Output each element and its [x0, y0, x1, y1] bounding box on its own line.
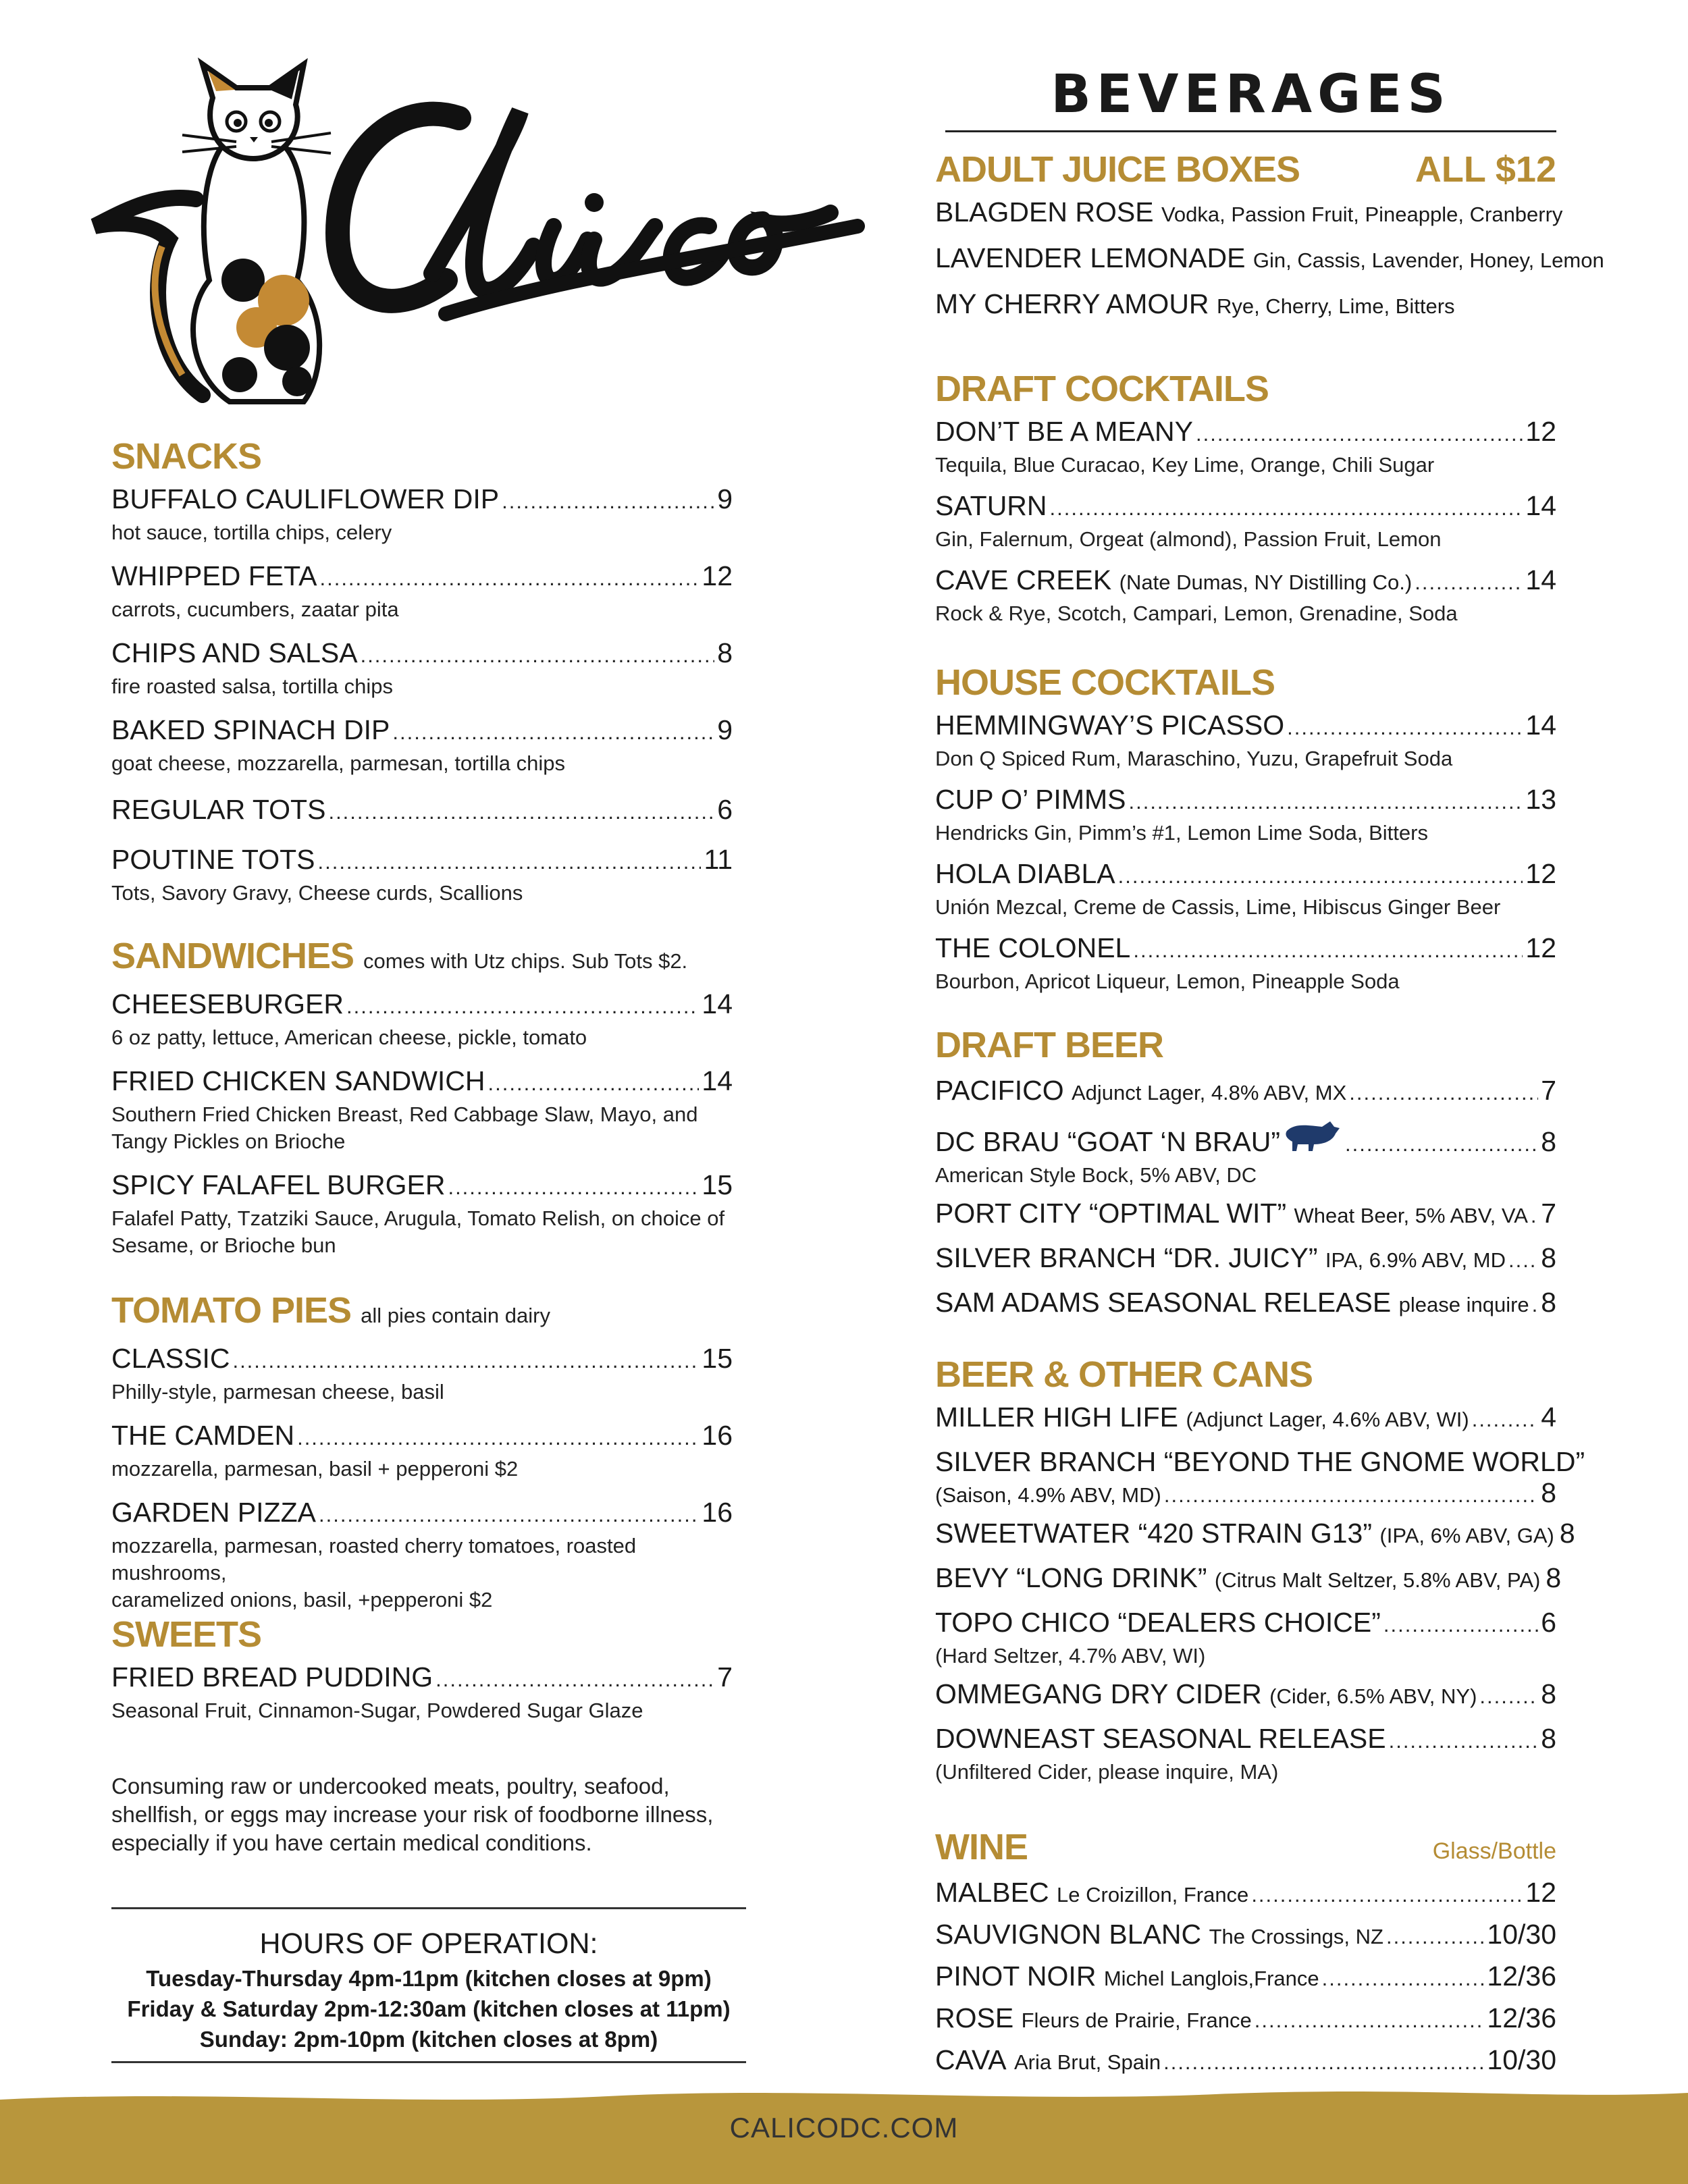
item-price: 6 — [717, 794, 733, 825]
website-link[interactable]: CALICODC.COM — [729, 2112, 959, 2143]
tomato-pies-note: all pies contain dairy — [361, 1304, 550, 1327]
item-desc-cont: caramelized onions, basil, +pepperoni $2 — [111, 1588, 493, 1612]
item-name: BEVY “LONG DRINK” — [935, 1562, 1207, 1593]
item-price: 8 — [1541, 1723, 1556, 1754]
calico-logo — [81, 57, 871, 408]
item-price: 10/30 — [1487, 2044, 1556, 2075]
item-name: THE COLONEL — [935, 932, 1131, 963]
house-cocktails-title: HOUSE COCKTAILS — [935, 662, 1275, 703]
item-price: 8 — [1546, 1562, 1562, 1593]
item-desc: mozzarella, parmesan, basil + pepperoni $2 — [111, 1457, 519, 1481]
sandwiches-section — [111, 935, 733, 1259]
item-name: HEMMINGWAY’S PICASSO — [935, 710, 1285, 741]
menu-item — [935, 2042, 1556, 2080]
item-price: 12 — [1525, 858, 1556, 889]
menu-item — [935, 1516, 1575, 1553]
item-price: 16 — [702, 1497, 733, 1528]
item-desc: (Unfiltered Cider, please inquire, MA) — [935, 1760, 1279, 1784]
tomato-pies-section — [111, 1289, 733, 1614]
item-price: 14 — [702, 1065, 733, 1096]
snacks-section — [111, 435, 733, 907]
beverages-rule — [945, 130, 1556, 132]
cans-title: BEER & OTHER CANS — [935, 1354, 1313, 1395]
item-price: 7 — [1541, 1198, 1556, 1229]
menu-item — [935, 282, 1556, 328]
item-desc-cont: Tangy Pickles on Brioche — [111, 1129, 346, 1153]
item-name: MY CHERRY AMOUR — [935, 288, 1209, 319]
menu-item — [111, 1341, 733, 1406]
tomato-pies-title: TOMATO PIES — [111, 1290, 352, 1331]
goat-icon — [1282, 1117, 1342, 1151]
menu-item — [111, 792, 733, 830]
item-desc: Southern Fried Chicken Breast, Red Cabbage Slaw, Mayo, and — [111, 1102, 698, 1126]
item-name: WHIPPED FETA — [111, 560, 317, 591]
menu-item — [935, 1560, 1562, 1598]
menu-item — [935, 1285, 1556, 1323]
item-name: SILVER BRANCH “BEYOND THE GNOME WORLD” — [935, 1446, 1585, 1477]
item-price: 7 — [1541, 1075, 1556, 1106]
item-name: CLASSIC — [111, 1343, 230, 1374]
item-desc: fire roasted salsa, tortilla chips — [111, 674, 393, 698]
juice-boxes-section — [935, 149, 1604, 328]
hours-line: Friday & Saturday 2pm-12:30am (kitchen closes at 11pm) — [127, 1996, 731, 2021]
item-name: THE CAMDEN — [111, 1420, 295, 1451]
menu-item — [935, 1721, 1556, 1786]
item-price: 14 — [1525, 564, 1556, 595]
item-name: FRIED BREAD PUDDING — [111, 1661, 433, 1693]
menu-item — [935, 1400, 1556, 1437]
menu-item — [935, 2000, 1556, 2038]
juice-boxes-title: ADULT JUICE BOXES — [935, 149, 1300, 190]
sweets-section — [111, 1614, 733, 1724]
hours-of-operation — [111, 1924, 746, 2054]
menu-item — [935, 708, 1556, 772]
hours-title: HOURS OF OPERATION: — [259, 1927, 598, 1960]
item-inline: Michel Langlois,France — [1103, 1967, 1319, 1990]
item-desc: Philly-style, parmesan cheese, basil — [111, 1380, 444, 1404]
menu-item — [935, 782, 1556, 847]
item-price: 11 — [704, 844, 733, 875]
wine-section — [935, 1826, 1556, 2080]
item-name: FRIED CHICKEN SANDWICH — [111, 1065, 485, 1096]
item-name: PACIFICO — [935, 1075, 1064, 1106]
item-name: MALBEC — [935, 1877, 1049, 1908]
hours-top-rule — [111, 1907, 746, 1909]
item-inline: Le Croizillon, France — [1057, 1883, 1249, 1907]
item-desc: Gin, Cassis, Lavender, Honey, Lemon — [1252, 248, 1604, 272]
item-price: 9 — [717, 483, 733, 514]
wine-price-label: Glass/Bottle — [1432, 1838, 1556, 1864]
menu-item — [111, 1418, 733, 1483]
item-name: BUFFALO CAULIFLOWER DIP — [111, 483, 500, 514]
item-name: REGULAR TOTS — [111, 794, 326, 825]
menu-item — [111, 558, 733, 623]
item-desc: Bourbon, Apricot Liqueur, Lemon, Pineapple Soda — [935, 969, 1400, 993]
wine-title: WINE — [935, 1827, 1028, 1867]
item-price: 8 — [1541, 1678, 1556, 1709]
item-name: CAVE CREEK — [935, 564, 1112, 595]
item-desc: (Hard Seltzer, 4.7% ABV, WI) — [935, 1644, 1206, 1668]
item-name: TOPO CHICO “DEALERS CHOICE” — [935, 1607, 1381, 1638]
item-inline: (IPA, 6% ABV, GA) — [1379, 1524, 1554, 1547]
item-desc: Tots, Savory Gravy, Cheese curds, Scallions — [111, 881, 523, 905]
item-inline: (Citrus Malt Seltzer, 5.8% ABV, PA) — [1214, 1568, 1541, 1592]
item-name: CUP O’ PIMMS — [935, 784, 1126, 815]
menu-item — [111, 1495, 733, 1614]
menu-item — [935, 562, 1556, 627]
menu-item — [111, 842, 733, 907]
menu-item — [935, 1196, 1556, 1233]
item-desc: Rye, Cherry, Lime, Bitters — [1216, 294, 1455, 318]
sweets-title: SWEETS — [111, 1614, 262, 1655]
snacks-title: SNACKS — [111, 436, 262, 477]
sandwiches-note: comes with Utz chips. Sub Tots $2. — [363, 949, 688, 973]
item-price: 8 — [1541, 1287, 1556, 1318]
item-inline: Aria Brut, Spain — [1013, 2050, 1161, 2074]
juice-boxes-price: ALL $12 — [1415, 149, 1556, 190]
item-inline: please inquire — [1398, 1293, 1529, 1316]
item-inline: (Nate Dumas, NY Distilling Co.) — [1119, 570, 1413, 594]
item-inline: (Adjunct Lager, 4.6% ABV, WI) — [1186, 1408, 1469, 1431]
menu-item — [935, 1959, 1556, 1996]
item-name: SWEETWATER “420 STRAIN G13” — [935, 1518, 1372, 1549]
item-desc: American Style Bock, 5% ABV, DC — [935, 1163, 1257, 1187]
item-name: CAVA — [935, 2044, 1007, 2075]
item-desc: hot sauce, tortilla chips, celery — [111, 521, 392, 544]
item-inline: Fleurs de Prairie, France — [1021, 2008, 1252, 2032]
item-price: 15 — [702, 1169, 733, 1200]
item-price: 14 — [1525, 710, 1556, 741]
item-price: 12/36 — [1487, 2002, 1556, 2033]
food-safety-notice: Consuming raw or undercooked meats, poultry, seafood, shellfish, or eggs may increase your risk of foodborne illness, especially if you have certain medical conditions. — [111, 1774, 714, 1855]
item-desc-cont: Sesame, or Brioche bun — [111, 1233, 336, 1257]
menu-item — [111, 481, 733, 546]
item-price: 4 — [1541, 1402, 1556, 1433]
item-name: POUTINE TOTS — [111, 844, 315, 875]
item-name: BLAGDEN ROSE — [935, 196, 1154, 228]
menu-item — [111, 712, 733, 777]
menu-item — [935, 1444, 1585, 1509]
item-price: 8 — [1541, 1126, 1556, 1157]
item-price: 8 — [717, 637, 733, 668]
item-price: 12 — [1525, 1877, 1556, 1908]
item-price: 12/36 — [1487, 1961, 1556, 1992]
item-desc: Rock & Rye, Scotch, Campari, Lemon, Grenadine, Soda — [935, 602, 1458, 625]
item-inline: Adjunct Lager, 4.8% ABV, MX — [1072, 1081, 1347, 1104]
cans-section — [935, 1354, 1585, 1786]
menu-item — [935, 1676, 1556, 1714]
item-name: PORT CITY “OPTIMAL WIT” — [935, 1198, 1287, 1229]
item-inline: (Saison, 4.9% ABV, MD) — [935, 1483, 1161, 1507]
menu-item — [111, 986, 733, 1051]
item-name: DON’T BE A MEANY — [935, 416, 1194, 447]
item-name: ROSE — [935, 2002, 1014, 2033]
item-price: 10/30 — [1487, 1919, 1556, 1950]
item-price: 8 — [1559, 1518, 1575, 1549]
item-desc: Vodka, Passion Fruit, Pineapple, Cranberry — [1161, 203, 1563, 226]
house-cocktails-section — [935, 662, 1556, 995]
item-desc: 6 oz patty, lettuce, American cheese, pickle, tomato — [111, 1026, 587, 1049]
item-price: 8 — [1541, 1477, 1556, 1508]
item-inline: (Cider, 6.5% ABV, NY) — [1269, 1684, 1477, 1708]
item-name: DC BRAU “GOAT ‘N BRAU” — [935, 1126, 1281, 1157]
item-name: SAM ADAMS SEASONAL RELEASE — [935, 1287, 1392, 1318]
item-price: 6 — [1541, 1607, 1556, 1638]
item-inline: The Crossings, NZ — [1209, 1925, 1383, 1948]
item-desc: Tequila, Blue Curacao, Key Lime, Orange, Chili Sugar — [935, 453, 1435, 477]
menu-item — [935, 1917, 1556, 1954]
menu-item — [935, 1117, 1556, 1189]
item-name: CHIPS AND SALSA — [111, 637, 358, 668]
hours-line: Tuesday-Thursday 4pm-11pm (kitchen closes at 9pm) — [146, 1966, 712, 1991]
item-desc: Hendricks Gin, Pimm’s #1, Lemon Lime Soda, Bitters — [935, 821, 1428, 845]
menu-item — [935, 1605, 1556, 1670]
item-desc: Falafel Patty, Tzatziki Sauce, Arugula, Tomato Relish, on choice of — [111, 1206, 725, 1230]
item-name: GARDEN PIZZA — [111, 1497, 316, 1528]
menu-item — [111, 1167, 733, 1259]
menu-item — [935, 488, 1556, 553]
item-name: LAVENDER LEMONADE — [935, 242, 1246, 273]
menu-item — [111, 635, 733, 700]
item-price: 12 — [1525, 416, 1556, 447]
draft-beer-section — [935, 1024, 1556, 1323]
item-name: CHEESEBURGER — [111, 988, 344, 1019]
menu-item — [935, 190, 1563, 236]
item-name: MILLER HIGH LIFE — [935, 1402, 1178, 1433]
item-desc: Seasonal Fruit, Cinnamon-Sugar, Powdered Sugar Glaze — [111, 1699, 643, 1722]
item-name: HOLA DIABLA — [935, 858, 1115, 889]
item-inline: IPA, 6.9% ABV, MD — [1325, 1248, 1506, 1272]
item-name: BAKED SPINACH DIP — [111, 714, 390, 745]
item-price: 9 — [717, 714, 733, 745]
item-price: 14 — [702, 988, 733, 1019]
item-name: SAUVIGNON BLANC — [935, 1919, 1202, 1950]
item-inline: Wheat Beer, 5% ABV, VA — [1294, 1204, 1528, 1227]
beverages-title: BEVERAGES — [1051, 64, 1451, 125]
item-price: 7 — [717, 1661, 733, 1693]
item-name: OMMEGANG DRY CIDER — [935, 1678, 1262, 1709]
draft-cocktails-section — [935, 368, 1556, 627]
item-desc: Gin, Falernum, Orgeat (almond), Passion Fruit, Lemon — [935, 527, 1442, 551]
item-price: 15 — [702, 1343, 733, 1374]
menu-item — [111, 1659, 733, 1724]
menu-item — [935, 1240, 1556, 1278]
item-price: 12 — [702, 560, 733, 591]
item-desc: carrots, cucumbers, zaatar pita — [111, 597, 399, 621]
sandwiches-title: SANDWICHES — [111, 936, 354, 976]
item-desc: goat cheese, mozzarella, parmesan, tortilla chips — [111, 751, 565, 775]
item-desc: Unión Mezcal, Creme de Cassis, Lime, Hibiscus Ginger Beer — [935, 895, 1501, 919]
menu-item — [935, 236, 1604, 282]
item-name: DOWNEAST SEASONAL RELEASE — [935, 1723, 1386, 1754]
menu-item — [935, 1875, 1556, 1913]
item-name: SILVER BRANCH “DR. JUICY” — [935, 1242, 1318, 1273]
item-name: PINOT NOIR — [935, 1961, 1097, 1992]
hours-bottom-rule — [111, 2061, 746, 2063]
item-name: SATURN — [935, 490, 1047, 521]
menu-item — [935, 414, 1556, 479]
calico-cat-logo-icon — [81, 57, 871, 408]
draft-cocktails-title: DRAFT COCKTAILS — [935, 369, 1269, 409]
menu-item — [111, 1063, 733, 1155]
item-desc: mozzarella, parmesan, roasted cherry tomatoes, roasted mushrooms, — [111, 1534, 637, 1584]
item-price: 13 — [1525, 784, 1556, 815]
draft-beer-title: DRAFT BEER — [935, 1025, 1163, 1065]
hours-line: Sunday: 2pm-10pm (kitchen closes at 8pm) — [199, 2027, 658, 2052]
item-price: 8 — [1541, 1242, 1556, 1273]
menu-item — [935, 1073, 1556, 1111]
item-desc: Don Q Spiced Rum, Maraschino, Yuzu, Grapefruit Soda — [935, 747, 1453, 770]
item-price: 16 — [702, 1420, 733, 1451]
item-name: SPICY FALAFEL BURGER — [111, 1169, 446, 1200]
item-price: 12 — [1525, 932, 1556, 963]
item-price: 14 — [1525, 490, 1556, 521]
menu-item — [935, 930, 1556, 995]
menu-item — [935, 856, 1556, 921]
